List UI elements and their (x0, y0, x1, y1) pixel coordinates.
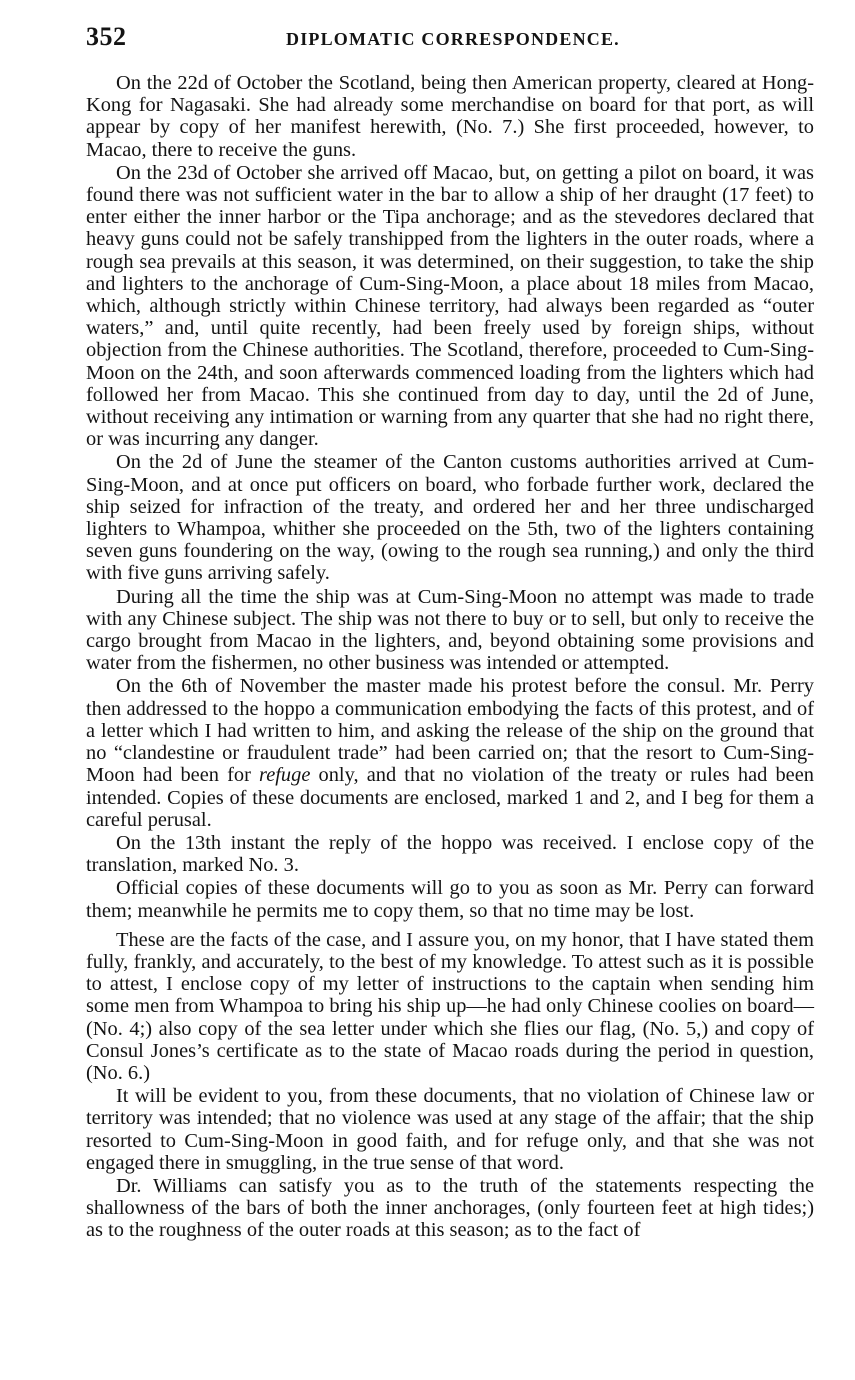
paragraph-dr-williams: Dr. Williams can satisfy you as to the truth of the statements respecting the shallowness of the bars of both the inner anchorages, (only fourteen feet at high tides;) as to the roughness of the outer roads at this season; as to the fact of (86, 1174, 814, 1242)
body-text (86, 72, 814, 1243)
paragraph-scotland-cleared: On the 22d of October the Scotland, being then American property, cleared at Hong-Kong for Nagasaki. She had already some merchandise on board for that port, as will appear by copy of her manifest herewith, (No. 7.) She first proceeded, however, to Macao, there to receive the guns. (86, 72, 814, 161)
paragraph-protest-text-start: On the 6th of November the master made his protest before the consul. Mr. Perry then addressed to the hoppo a communication embodying the facts of this protest, and of a letter which I had written to him, and asking the release of the ship on the ground that no “clandestine or fraudulent trade” had been carried on; that the resort to Cum-Sing-Moon had been for (86, 675, 814, 787)
running-head: DIPLOMATIC CORRESPONDENCE. (286, 29, 620, 49)
page-number: 352 (86, 22, 127, 51)
italic-refuge: refuge (259, 764, 311, 787)
paragraph-protest-text-end: only, and that no violation of the treaty or rules had been intended. Copies of these documents are enclosed, marked 1 and 2, and I beg for them a careful perusal. (86, 764, 814, 831)
paragraph-facts-of-case: These are the facts of the case, and I assure you, on my honor, that I have stated them fully, frankly, and accurately, to the best of my knowledge. To attest such as it is possible to attest, I enclose copy of my letter of instructions to the captain when sending him some men from Whampoa to bring his ship up—he had only Chinese coolies on board—(No. 4;) also copy of the sea letter under which she flies our flag, (No. 5,) and copy of Consul Jones’s certificate as to the state of Macao roads during the period in question, (No. 6.) (86, 928, 814, 1084)
paragraph-ship-seized: On the 2d of June the steamer of the Canton customs authorities arrived at Cum-Sing-Moon, and at once put officers on board, who forbade further work, declared the ship seized for infraction of the treaty, and ordered her and her three undischarged lighters to Whampoa, whither she proceeded on the 5th, two of the lighters containing seven guns foundering on the way, (owing to the rough sea running,) and only the third with five guns arriving safely. (86, 451, 814, 585)
paragraph-evidence: It will be evident to you, from these documents, that no violation of Chinese law or territory was intended; that no violence was used at any stage of the affair; that the ship resorted to Cum-Sing-Moon in good faith, and for refuge only, and that she was not engaged there in smuggling, in the true sense of that word. (86, 1085, 814, 1174)
page-header (86, 22, 816, 56)
paragraph-arrival-macao: On the 23d of October she arrived off Macao, but, on getting a pilot on board, it was found there was not sufficient water in the bar to allow a ship of her draught (17 feet) to enter either the inner harbor or the Tipa anchorage; and as the stevedores declared that heavy guns could not be safely transhipped from the lighters in the outer roads, where a rough sea prevails at this season, it was determined, on their suggestion, to take the ship and lighters to the anchorage of Cum-Sing-Moon, a place about 18 miles from Macao, which, although strictly within Chinese territory, had always been regarded as “outer waters,” and, until quite recently, had been freely used by foreign ships, without objection from the Chinese authorities. The Scotland, therefore, proceeded to Cum-Sing-Moon on the 24th, and soon afterwards commenced loading from the lighters which had followed her from Macao. This she continued from day to day, until the 2d of June, without receiving any intimation or warning from any quarter that she had no right there, or was incurring any danger. (86, 161, 814, 451)
paragraph-hoppo-reply: On the 13th instant the reply of the hoppo was received. I enclose copy of the translation, marked No. 3. (86, 831, 814, 877)
paragraph-protest (86, 675, 814, 830)
paragraph-no-trade: During all the time the ship was at Cum-Sing-Moon no attempt was made to trade with any Chinese subject. The ship was not there to buy or to sell, but only to receive the cargo brought from Macao in the lighters, and, beyond obtaining some provisions and water from the fishermen, no other business was intended or attempted. (86, 585, 814, 675)
paragraph-official-copies: Official copies of these documents will go to you as soon as Mr. Perry can forward them; meanwhile he permits me to copy them, so that no time may be lost. (86, 877, 814, 922)
